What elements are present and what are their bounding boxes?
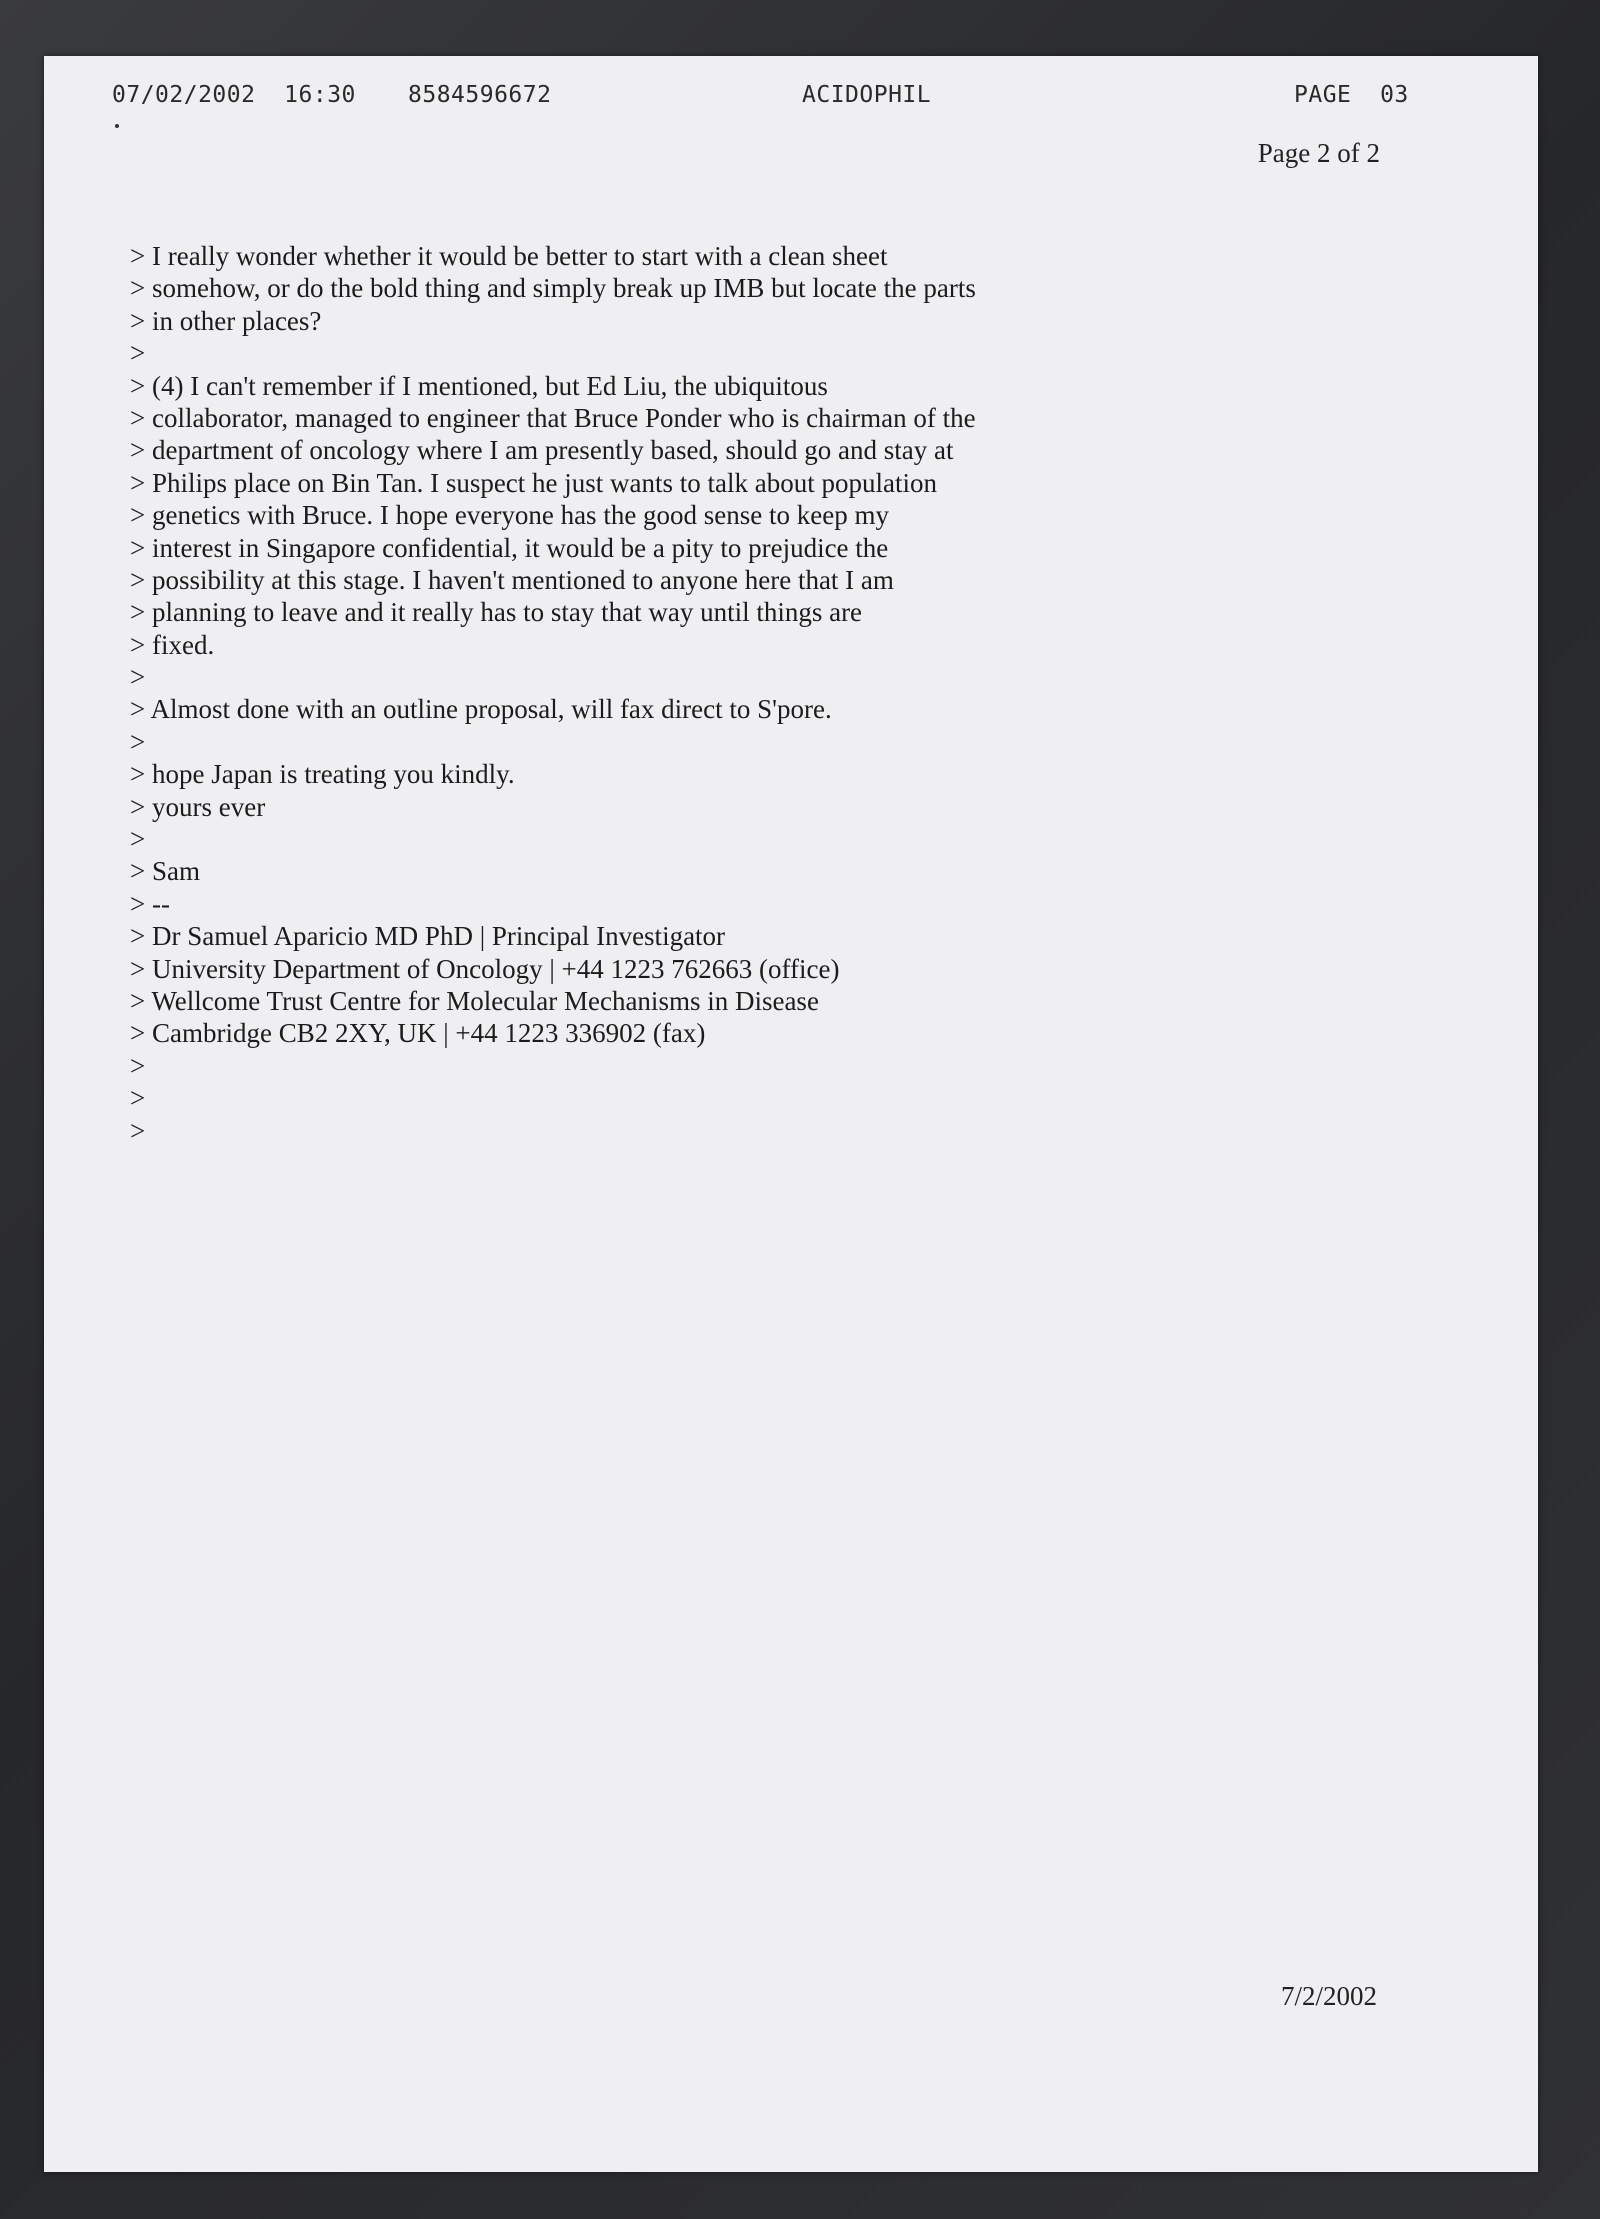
- quoted-line: > Dr Samuel Aparicio MD PhD | Principal Investigator: [130, 921, 726, 952]
- quoted-line: >: [130, 662, 146, 693]
- quoted-line: > possibility at this stage. I haven't mentioned to anyone here that I am: [130, 564, 894, 595]
- quoted-line: >: [130, 726, 146, 757]
- quoted-line: >: [130, 1050, 146, 1081]
- quoted-line: >: [130, 824, 146, 855]
- quoted-line: > somehow, or do the bold thing and simply break up IMB but locate the parts: [130, 273, 976, 304]
- fax-header-sender: ACIDOPHIL: [802, 82, 932, 108]
- quoted-line: > hope Japan is treating you kindly.: [130, 759, 515, 790]
- quoted-line: > Almost done with an outline proposal, will fax direct to S'pore.: [130, 694, 832, 725]
- email-body: [130, 240, 1130, 1147]
- quoted-line: > collaborator, managed to engineer that Bruce Ponder who is chairman of the: [130, 402, 976, 433]
- quoted-line: > Wellcome Trust Centre for Molecular Mechanisms in Disease: [130, 985, 819, 1016]
- fax-header-phone: 8584596672: [408, 82, 552, 108]
- quoted-line: > Philips place on Bin Tan. I suspect he just wants to talk about population: [130, 467, 937, 498]
- quoted-line: > interest in Singapore confidential, it would be a pity to prejudice the: [130, 532, 889, 563]
- quoted-line: > University Department of Oncology | +44 1223 762663 (office): [130, 953, 840, 984]
- quoted-line: > --: [130, 888, 170, 919]
- quoted-line: > I really wonder whether it would be better to start with a clean sheet: [130, 241, 888, 271]
- footer-date: 7/2/2002: [1280, 1981, 1377, 2011]
- page-number: Page 2 of 2: [1257, 138, 1380, 168]
- quoted-line: >: [130, 1115, 146, 1146]
- quoted-line: > genetics with Bruce. I hope everyone has the good sense to keep my: [130, 500, 890, 531]
- quoted-line: >: [130, 1083, 146, 1114]
- quoted-line: > planning to leave and it really has to stay that way until things are: [130, 597, 863, 628]
- quoted-line: > in other places?: [130, 305, 322, 336]
- quoted-line: > Cambridge CB2 2XY, UK | +44 1223 336902 (fax): [130, 1018, 706, 1049]
- quoted-line: > department of oncology where I am presently based, should go and stay at: [130, 435, 954, 466]
- quoted-line: > Sam: [130, 856, 200, 887]
- quoted-line: >: [130, 338, 146, 369]
- fax-header-datetime: 07/02/2002 16:30: [112, 82, 356, 108]
- quoted-line: > yours ever: [130, 791, 266, 822]
- quoted-line: > (4) I can't remember if I mentioned, but Ed Liu, the ubiquitous: [130, 370, 828, 401]
- scan-speck: [115, 124, 119, 128]
- fax-header-page: PAGE 03: [1294, 82, 1409, 108]
- quoted-line: > fixed.: [130, 629, 215, 660]
